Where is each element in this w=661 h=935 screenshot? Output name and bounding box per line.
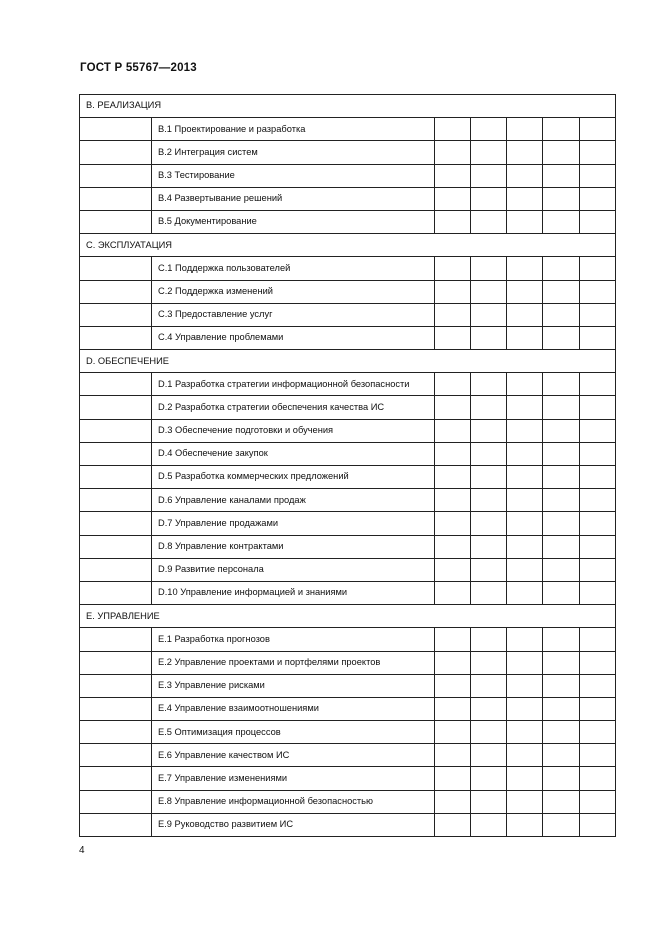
level-cell bbox=[543, 257, 580, 280]
table-row bbox=[80, 303, 616, 326]
level-cell bbox=[580, 257, 616, 280]
level-cell bbox=[471, 257, 507, 280]
level-cell bbox=[543, 489, 580, 512]
level-cell bbox=[580, 373, 616, 396]
table-row bbox=[80, 721, 616, 744]
table-row bbox=[80, 628, 616, 651]
level-cell bbox=[543, 141, 580, 164]
item-label: B.1 Проектирование и разработка bbox=[152, 118, 435, 141]
level-cell bbox=[471, 813, 507, 836]
level-cell bbox=[471, 581, 507, 604]
level-cell bbox=[435, 466, 471, 489]
item-label: E.2 Управление проектами и портфелями проектов bbox=[152, 651, 435, 674]
code-cell bbox=[80, 581, 152, 604]
level-cell bbox=[471, 303, 507, 326]
table-row bbox=[80, 419, 616, 442]
level-cell bbox=[507, 512, 543, 535]
table-row bbox=[80, 280, 616, 303]
item-label: D.9 Развитие персонала bbox=[152, 558, 435, 581]
level-cell bbox=[507, 721, 543, 744]
level-cell bbox=[507, 790, 543, 813]
level-cell bbox=[435, 581, 471, 604]
item-label: B.3 Тестирование bbox=[152, 164, 435, 187]
level-cell bbox=[435, 535, 471, 558]
level-cell bbox=[507, 442, 543, 465]
level-cell bbox=[471, 558, 507, 581]
table-body bbox=[80, 95, 616, 837]
table-row bbox=[80, 442, 616, 465]
level-cell bbox=[435, 721, 471, 744]
level-cell bbox=[471, 280, 507, 303]
level-cell bbox=[543, 813, 580, 836]
code-cell bbox=[80, 489, 152, 512]
level-cell bbox=[471, 744, 507, 767]
level-cell bbox=[435, 164, 471, 187]
level-cell bbox=[435, 674, 471, 697]
item-label: B.2 Интеграция систем bbox=[152, 141, 435, 164]
level-cell bbox=[543, 790, 580, 813]
table-row bbox=[80, 558, 616, 581]
level-cell bbox=[435, 373, 471, 396]
level-cell bbox=[471, 187, 507, 210]
level-cell bbox=[580, 141, 616, 164]
level-cell bbox=[580, 303, 616, 326]
level-cell bbox=[543, 628, 580, 651]
level-cell bbox=[471, 651, 507, 674]
code-cell bbox=[80, 674, 152, 697]
level-cell bbox=[580, 419, 616, 442]
level-cell bbox=[471, 373, 507, 396]
code-cell bbox=[80, 813, 152, 836]
level-cell bbox=[507, 326, 543, 349]
competence-table bbox=[79, 94, 616, 837]
table-row bbox=[80, 326, 616, 349]
level-cell bbox=[580, 790, 616, 813]
code-cell bbox=[80, 721, 152, 744]
table-row bbox=[80, 141, 616, 164]
level-cell bbox=[507, 697, 543, 720]
item-label: D.4 Обеспечение закупок bbox=[152, 442, 435, 465]
code-cell bbox=[80, 187, 152, 210]
level-cell bbox=[435, 210, 471, 233]
table-row bbox=[80, 489, 616, 512]
item-label: C.2 Поддержка изменений bbox=[152, 280, 435, 303]
level-cell bbox=[507, 813, 543, 836]
item-label: E.3 Управление рисками bbox=[152, 674, 435, 697]
level-cell bbox=[580, 535, 616, 558]
level-cell bbox=[507, 141, 543, 164]
level-cell bbox=[507, 581, 543, 604]
table-row bbox=[80, 210, 616, 233]
level-cell bbox=[507, 164, 543, 187]
code-cell bbox=[80, 396, 152, 419]
level-cell bbox=[580, 767, 616, 790]
level-cell bbox=[507, 535, 543, 558]
level-cell bbox=[543, 466, 580, 489]
table-row bbox=[80, 373, 616, 396]
section-row bbox=[80, 234, 616, 257]
level-cell bbox=[580, 628, 616, 651]
level-cell bbox=[580, 187, 616, 210]
item-label: B.4 Развертывание решений bbox=[152, 187, 435, 210]
code-cell bbox=[80, 558, 152, 581]
item-label: D.6 Управление каналами продаж bbox=[152, 489, 435, 512]
document-header: ГОСТ Р 55767—2013 bbox=[80, 62, 197, 74]
section-title: C. ЭКСПЛУАТАЦИЯ bbox=[80, 234, 616, 257]
level-cell bbox=[543, 210, 580, 233]
level-cell bbox=[507, 419, 543, 442]
level-cell bbox=[471, 697, 507, 720]
level-cell bbox=[543, 326, 580, 349]
code-cell bbox=[80, 164, 152, 187]
level-cell bbox=[580, 210, 616, 233]
code-cell bbox=[80, 697, 152, 720]
level-cell bbox=[435, 419, 471, 442]
level-cell bbox=[435, 187, 471, 210]
code-cell bbox=[80, 141, 152, 164]
item-label: E.7 Управление изменениями bbox=[152, 767, 435, 790]
code-cell bbox=[80, 373, 152, 396]
code-cell bbox=[80, 767, 152, 790]
level-cell bbox=[543, 697, 580, 720]
level-cell bbox=[435, 141, 471, 164]
level-cell bbox=[580, 721, 616, 744]
level-cell bbox=[435, 813, 471, 836]
level-cell bbox=[471, 767, 507, 790]
level-cell bbox=[580, 512, 616, 535]
code-cell bbox=[80, 257, 152, 280]
level-cell bbox=[471, 790, 507, 813]
table-row bbox=[80, 257, 616, 280]
page-number: 4 bbox=[79, 845, 85, 856]
level-cell bbox=[580, 651, 616, 674]
section-row bbox=[80, 95, 616, 118]
code-cell bbox=[80, 512, 152, 535]
level-cell bbox=[471, 512, 507, 535]
level-cell bbox=[507, 187, 543, 210]
table-row bbox=[80, 767, 616, 790]
level-cell bbox=[471, 628, 507, 651]
level-cell bbox=[580, 280, 616, 303]
level-cell bbox=[543, 442, 580, 465]
table-row bbox=[80, 187, 616, 210]
level-cell bbox=[435, 628, 471, 651]
level-cell bbox=[580, 674, 616, 697]
item-label: E.6 Управление качеством ИС bbox=[152, 744, 435, 767]
code-cell bbox=[80, 651, 152, 674]
level-cell bbox=[507, 674, 543, 697]
level-cell bbox=[471, 721, 507, 744]
level-cell bbox=[543, 674, 580, 697]
level-cell bbox=[471, 141, 507, 164]
section-title: D. ОБЕСПЕЧЕНИЕ bbox=[80, 350, 616, 373]
item-label: D.1 Разработка стратегии информационной безопасности bbox=[152, 373, 435, 396]
code-cell bbox=[80, 442, 152, 465]
item-label: E.1 Разработка прогнозов bbox=[152, 628, 435, 651]
level-cell bbox=[580, 396, 616, 419]
level-cell bbox=[543, 767, 580, 790]
item-label: C.3 Предоставление услуг bbox=[152, 303, 435, 326]
level-cell bbox=[507, 466, 543, 489]
level-cell bbox=[507, 767, 543, 790]
level-cell bbox=[435, 697, 471, 720]
level-cell bbox=[543, 581, 580, 604]
level-cell bbox=[543, 373, 580, 396]
level-cell bbox=[507, 558, 543, 581]
level-cell bbox=[471, 419, 507, 442]
level-cell bbox=[435, 790, 471, 813]
level-cell bbox=[507, 489, 543, 512]
level-cell bbox=[435, 257, 471, 280]
section-title: E. УПРАВЛЕНИЕ bbox=[80, 605, 616, 628]
level-cell bbox=[435, 442, 471, 465]
section-row bbox=[80, 605, 616, 628]
section-row bbox=[80, 350, 616, 373]
level-cell bbox=[543, 118, 580, 141]
table-row bbox=[80, 813, 616, 836]
level-cell bbox=[435, 280, 471, 303]
level-cell bbox=[543, 558, 580, 581]
level-cell bbox=[435, 558, 471, 581]
level-cell bbox=[543, 396, 580, 419]
level-cell bbox=[435, 767, 471, 790]
item-label: E.8 Управление информационной безопасностью bbox=[152, 790, 435, 813]
level-cell bbox=[471, 118, 507, 141]
item-label: D.7 Управление продажами bbox=[152, 512, 435, 535]
level-cell bbox=[543, 721, 580, 744]
level-cell bbox=[507, 628, 543, 651]
level-cell bbox=[580, 581, 616, 604]
level-cell bbox=[507, 396, 543, 419]
level-cell bbox=[435, 744, 471, 767]
item-label: D.10 Управление информацией и знаниями bbox=[152, 581, 435, 604]
table-row bbox=[80, 674, 616, 697]
level-cell bbox=[543, 535, 580, 558]
code-cell bbox=[80, 535, 152, 558]
level-cell bbox=[543, 744, 580, 767]
level-cell bbox=[580, 813, 616, 836]
level-cell bbox=[471, 396, 507, 419]
level-cell bbox=[435, 326, 471, 349]
level-cell bbox=[580, 697, 616, 720]
code-cell bbox=[80, 466, 152, 489]
section-title: B. РЕАЛИЗАЦИЯ bbox=[80, 95, 616, 118]
level-cell bbox=[471, 489, 507, 512]
level-cell bbox=[471, 535, 507, 558]
level-cell bbox=[543, 651, 580, 674]
level-cell bbox=[580, 558, 616, 581]
level-cell bbox=[435, 651, 471, 674]
level-cell bbox=[471, 442, 507, 465]
code-cell bbox=[80, 326, 152, 349]
code-cell bbox=[80, 210, 152, 233]
level-cell bbox=[543, 512, 580, 535]
level-cell bbox=[507, 280, 543, 303]
level-cell bbox=[580, 164, 616, 187]
level-cell bbox=[543, 187, 580, 210]
item-label: E.4 Управление взаимоотношениями bbox=[152, 697, 435, 720]
level-cell bbox=[471, 466, 507, 489]
item-label: E.5 Оптимизация процессов bbox=[152, 721, 435, 744]
level-cell bbox=[580, 442, 616, 465]
table-row bbox=[80, 581, 616, 604]
level-cell bbox=[507, 257, 543, 280]
level-cell bbox=[580, 744, 616, 767]
level-cell bbox=[507, 373, 543, 396]
item-label: D.8 Управление контрактами bbox=[152, 535, 435, 558]
level-cell bbox=[543, 164, 580, 187]
code-cell bbox=[80, 628, 152, 651]
level-cell bbox=[507, 118, 543, 141]
code-cell bbox=[80, 280, 152, 303]
level-cell bbox=[435, 489, 471, 512]
table-row bbox=[80, 118, 616, 141]
level-cell bbox=[507, 303, 543, 326]
level-cell bbox=[580, 326, 616, 349]
item-label: C.1 Поддержка пользователей bbox=[152, 257, 435, 280]
code-cell bbox=[80, 118, 152, 141]
level-cell bbox=[507, 744, 543, 767]
code-cell bbox=[80, 303, 152, 326]
level-cell bbox=[580, 466, 616, 489]
level-cell bbox=[507, 210, 543, 233]
table-row bbox=[80, 790, 616, 813]
code-cell bbox=[80, 744, 152, 767]
level-cell bbox=[580, 489, 616, 512]
level-cell bbox=[471, 210, 507, 233]
level-cell bbox=[435, 118, 471, 141]
table-row bbox=[80, 651, 616, 674]
level-cell bbox=[543, 419, 580, 442]
level-cell bbox=[580, 118, 616, 141]
table-row bbox=[80, 535, 616, 558]
item-label: E.9 Руководство развитием ИС bbox=[152, 813, 435, 836]
table-row bbox=[80, 512, 616, 535]
level-cell bbox=[471, 326, 507, 349]
level-cell bbox=[471, 164, 507, 187]
item-label: C.4 Управление проблемами bbox=[152, 326, 435, 349]
item-label: D.2 Разработка стратегии обеспечения качества ИС bbox=[152, 396, 435, 419]
table-row bbox=[80, 744, 616, 767]
item-label: D.5 Разработка коммерческих предложений bbox=[152, 466, 435, 489]
item-label: D.3 Обеспечение подготовки и обучения bbox=[152, 419, 435, 442]
table-row bbox=[80, 396, 616, 419]
item-label: B.5 Документирование bbox=[152, 210, 435, 233]
table-row bbox=[80, 164, 616, 187]
level-cell bbox=[543, 280, 580, 303]
level-cell bbox=[471, 674, 507, 697]
level-cell bbox=[543, 303, 580, 326]
level-cell bbox=[435, 512, 471, 535]
table-row bbox=[80, 466, 616, 489]
level-cell bbox=[435, 303, 471, 326]
level-cell bbox=[507, 651, 543, 674]
code-cell bbox=[80, 419, 152, 442]
level-cell bbox=[435, 396, 471, 419]
table-row bbox=[80, 697, 616, 720]
code-cell bbox=[80, 790, 152, 813]
